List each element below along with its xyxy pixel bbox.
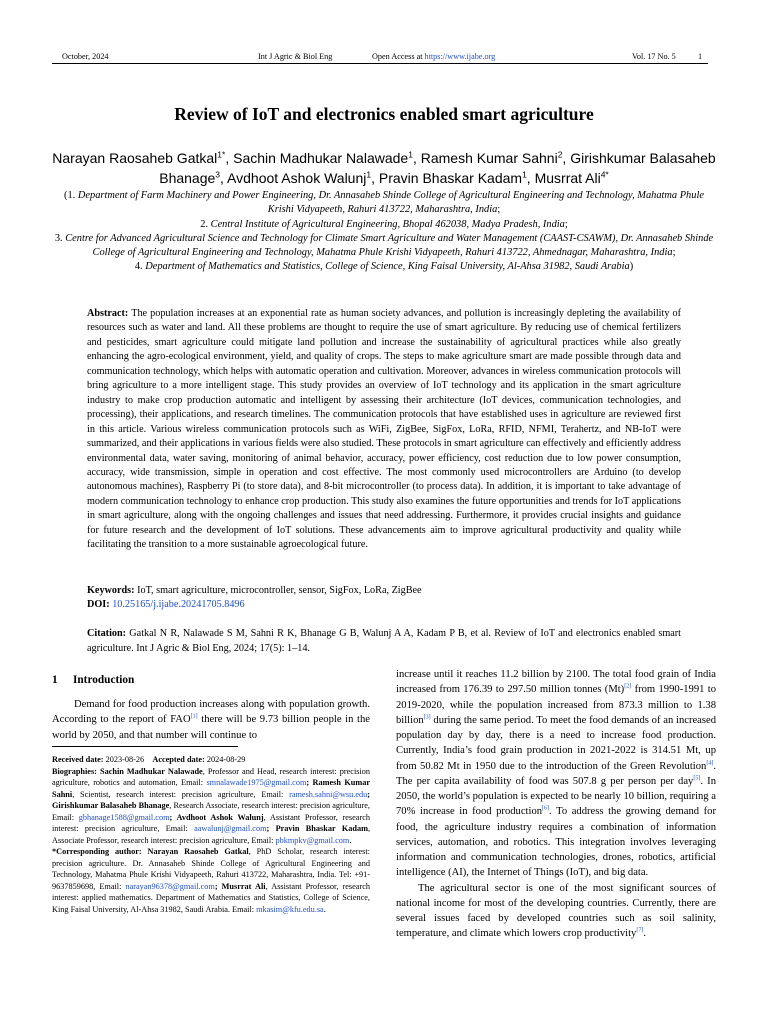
dates-line: Received date: 2023-08-26 Accepted date: 2024-08-29 (52, 755, 246, 764)
abstract (87, 307, 681, 553)
email-link[interactable]: mkasim@kfu.edu.sa (256, 904, 324, 914)
journal-name: Int J Agric & Biol Eng (258, 52, 333, 61)
keywords-block (87, 584, 681, 613)
intro-right-column (396, 667, 716, 942)
author: Sachin Madhukar Nalawade$^1$, (233, 149, 421, 166)
footnote-divider (52, 746, 238, 747)
corresponding-author: *Corresponding author: Narayan Raosaheb Gatkal, PhD Scholar, research interest: precision agriculture. Dr. Annasaheb Shinde College of Agricultural Engineering and Technology, Mahatma Phule Krishi Vidyapeeth, Rahuri 413722, Maharashtra, India. Tel: +91-9637859698, Email: narayan96378@gmail.com; Musrrat Ali, Assistant Professor, research interest: applied mathematics. Department of Mathematics and Statistics, College of Science, King Faisal University, Al-Ahsa 31982, Saudi Arabia. Email: mkasim@kfu.edu.sa. (52, 847, 370, 914)
biographies: Biographies: Sachin Madhukar Nalawade, Professor and Head, research interest: precision agriculture, robotics and automation, Email: smnalawade1975@gmail.com; Ramesh Kumar Sahni, Scientist, research interest: precision agriculture, Email: ramesh.sahni@wsu.edu; Girishkumar Balasaheb Bhanage, Research Associate, research interest: precision agriculture, Email: gbhanage1588@gmail.com; Avdhoot Ashok Walunj, Assistant Professor, research interest: precision agriculture, Email: aawalunj@gmail.com; Pravin Bhaskar Kadam, Associate Professor, research interest: precision agriculture, Email: pbkmpkv@gmail.com. (52, 766, 371, 845)
affiliation-2: 2. Central Institute of Agricultural Engineering, Bhopal 462038, Madya Pradesh, India; (200, 218, 568, 230)
citation-ref[interactable]: [5] (693, 775, 701, 782)
author: Ramesh Kumar Sahni$^2$, (420, 149, 571, 166)
issue-date: October, 2024 (62, 52, 109, 61)
affiliation-3: 3. Centre for Advanced Agricultural Science and Technology for Climate Smart Agriculture and Water Management (CAAST-CSAWM), Dr. Annasaheb Shinde College of Agricultural Engineering and Technology, Mahatma Phule Krishi Vidyapeeth, Rahuri 413722, Ahmednagar, Maharashtra, India; (54, 232, 714, 259)
volume-info: Vol. 17 No. 5 (632, 52, 676, 61)
email-link[interactable]: gbhanage1588@gmail.com (78, 812, 170, 822)
keywords: Keywords: IoT, smart agriculture, microcontroller, sensor, SigFox, LoRa, ZigBee (87, 585, 422, 596)
email-link[interactable]: aawalunj@gmail.com (194, 824, 267, 833)
open-access-notice: Open Access at https://www.ijabe.org (372, 52, 496, 61)
author: Pravin Bhaskar Kadam$^1$, (378, 169, 535, 186)
paragraph: increase until it reaches 11.2 billion by 2100. The total food grain of India increased from 176.39 to 297.50 million tonnes (Mt)[2] from 1990-1991 to 2019-2020, while the population increased from 873.3 million to 1.38 billion[3] during the same period. To meet the food demands of an increased population day by day, there is a need to increase food production. Currently, India’s food grain production in 2021-2022 is 314.51 Mt, up from 50.82 Mt in 1950 due to the introduction of the Green Revolution[4]. The per capita availability of food was 507.8 g per person per day[5]. In 2050, the world’s population is expected to be nearly 10 billion, requiring a 70% increase in food production[6]. To address the growing demand for food, the agriculture industry requires a combination of information services, automation, and robotics. This integration involves leveraging information and communication technologies, drones, robotics, artificial intelligence (AI), the Internet of Things (IoT), and big data. (396, 669, 716, 879)
header-divider (52, 63, 708, 64)
author: Narayan Raosaheb Gatkal$^{1*}$, (52, 149, 234, 166)
citation-ref[interactable]: [7] (636, 927, 644, 934)
abstract-label: Abstract: (87, 308, 129, 319)
affiliation-4: 4. Department of Mathematics and Statistics, College of Science, King Faisal University, Al-Ahsa 31982, Saudi Arabia) (134, 261, 634, 273)
citation-ref[interactable]: [3] (423, 714, 431, 721)
page-number: 1 (698, 52, 703, 61)
citation-ref[interactable]: [6] (542, 805, 550, 812)
author: Musrrat Ali$^{4*}$ (534, 169, 609, 186)
email-link[interactable]: smnalawade1975@gmail.com (206, 778, 307, 787)
footnote (52, 754, 370, 915)
email-link[interactable]: narayan96378@gmail.com (125, 881, 215, 891)
journal-link[interactable]: https://www.ijabe.org (424, 52, 496, 61)
email-link[interactable]: pbkmpkv@gmail.com (275, 835, 350, 845)
affiliations (52, 189, 716, 275)
doi: DOI: 10.25165/j.ijabe.20241705.8496 (87, 599, 245, 611)
citation: Citation: Gatkal N R, Nalawade S M, Sahni R K, Bhanage G B, Walunj A A, Kadam P B, et al. Review of IoT and electronics enabled smart agriculture. Int J Agric & Biol Eng, 2024; 17(5): 1–14. (87, 628, 681, 654)
email-link[interactable]: ramesh.sahni@wsu.edu (289, 789, 368, 799)
author: Avdhoot Ashok Walunj$^1$, (227, 169, 379, 186)
paragraph: Demand for food production increases along with population growth. According to the report of FAO[1] there will be 9.73 billion people in the world by 2050, and that number will continue to (52, 699, 370, 741)
author: Girishkumar Balasaheb Bhanage$^3$, (159, 150, 716, 186)
abstract-text: The population increases at an exponential rate as human society advances, and pollution is increasingly depleting the availability of resources such as water and land. All these problems are thought to require the use of smart agriculture. By reducing use of chemical fertilizers and pesticides, smart agriculture could mitigate land pollution and increase the sustainability of agricultural practices while also greatly enhancing the agro-ecological environment, yield, and quality of crops. The steps to make agriculture smart are made possible through data and communication technology, which helps with automatic operation and cultivation. Moreover, advances in wireless communication protocols will bring agriculture to a more intelligent stage. This study provides an overview of IoT technology and its application in the smart agriculture industry to make crop production automatic and intelligent by assessing their architecture (IoT devices, communication technologies, and processing), their applications, and research timelines. The communication protocols that have established uses in agriculture are reviewed first in this article. Various wireless communication protocols such as WiFi, ZigBee, SigFox, LoRa, RFID, NFMI, Terahertz, and NB-IoT were summarized, and their applications in various fields were also studied. These protocols in smart agriculture can effectively and efficiently address environmental data, water saving, monitoring of animal behavior, accuracy, power efficiency, cost reduction due to low power consumption, accuracy, wide transmission, simple in operation and cost effective. The most commonly used microcontrollers are Arduino (to develop autonomous machines), Raspberry Pi (to store data), and 8-bit microcontroller (to process data). In addition, it is important to take advantage of modern communication technology to enhance crop production. This study also examines the future opportunities and trends for IoT applications in smart agriculture, along with the ongoing challenges and issues that need addressing. Furthermore, it provides crucial insights and guidance for future research and the development of IoT solutions. These advancements aim to improve agricultural productivity and quality while facilitating the transition to a more sustainable agroecological future. (87, 308, 681, 551)
affiliation-1: (1. Department of Farm Machinery and Power Engineering, Dr. Annasaheb Shinde College of Agricultural Engineering and Technology, Mahatma Phule Krishi Vidyapeeth, Rahuri 413722, Maharashtra, India; (64, 190, 704, 216)
paper-title: Review of IoT and electronics enabled smart agriculture (174, 104, 594, 124)
citation-ref[interactable]: [2] (624, 683, 632, 690)
section-heading: 1 Introduction (52, 674, 135, 686)
author-list (52, 148, 716, 188)
citation-ref[interactable]: [4] (706, 759, 714, 766)
doi-link[interactable]: 10.25165/j.ijabe.20241705.8496 (112, 599, 245, 611)
citation-ref[interactable]: [1] (190, 713, 198, 720)
paragraph: The agricultural sector is one of the most significant sources of national income for most of the developing countries. Currently, there are several issues faced by developed countries such as soil salinity, temperature, and climate which lowers crop productivity[7]. (396, 882, 716, 940)
intro-left-column (52, 697, 370, 743)
